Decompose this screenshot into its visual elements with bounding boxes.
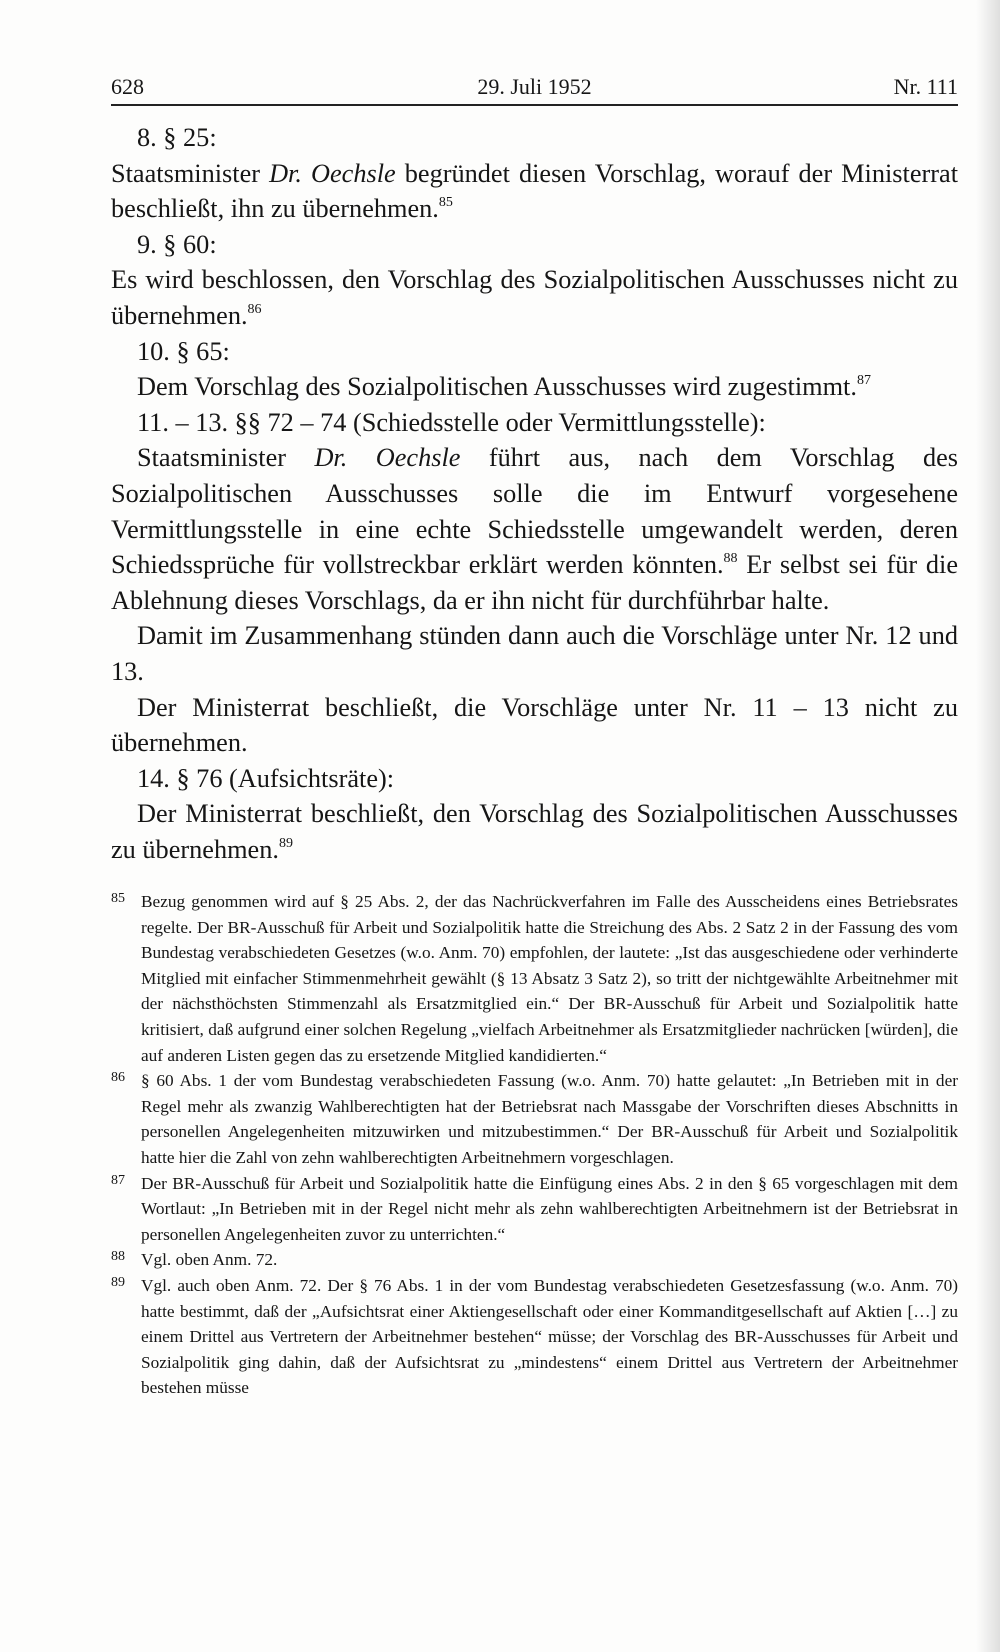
footnote-number: 87 [111, 1172, 125, 1188]
main-text [111, 120, 958, 867]
person-name: Dr. Oechsle [314, 443, 461, 473]
footnote-number: 88 [111, 1249, 125, 1265]
page-edge-shadow [976, 0, 1000, 1652]
footnote-ref: 87 [856, 373, 871, 389]
paragraph-item-10: Dem Vorschlag des Sozialpolitischen Ausschusses wird zugestimmt.$^{87}$ [137, 372, 871, 402]
footnotes [111, 889, 958, 1401]
footnote: 87 Der BR-Ausschuß für Arbeit und Sozialpolitik hatte die Einfügung eines Abs. 2 in den § 65 vorgeschlagen mit dem Wortlaut: „In Betrieben mit in der Regel nicht mehr als zehn wahlberechtigten Arbeitnehmern ist der Betriebsrat in personellen Angelegenheiten zuvor zu unterrichten.“ [111, 1171, 958, 1248]
page-number: 628 [111, 74, 144, 99]
item-heading-14: 14. § 76 (Aufsichtsräte): [137, 763, 395, 793]
paragraph-item-8: Staatsminister Dr. Oechsle begründet diesen Vorschlag, worauf der Ministerrat beschließt, ihn zu übernehmen.$^{85}$ [111, 158, 959, 224]
item-heading-9: 9. § 60: [137, 229, 217, 259]
paragraph-item-11-13: Staatsminister Dr. Oechsle führt aus, nach dem Vorschlag des Sozialpolitischen Ausschusses solle die im Entwurf vorgesehene Vermittlungsstelle in eine echte Schiedsstelle umgewandelt werden, deren Schiedssprüche für vollstreckbar erklärt werden könnten.$^{88}$ Er selbst sei für die Ablehnung dieses Vorschlags, da er ihn nicht für durchführbar halte. [111, 443, 958, 615]
item-heading-8: 8. § 25: [137, 123, 217, 152]
footnote-number: 89 [111, 1274, 125, 1290]
paragraph-connection: Damit im Zusammenhang stünden dann auch die Vorschläge unter Nr. 12 und 13. [111, 621, 958, 686]
paragraph-item-9: Es wird beschlossen, den Vorschlag des Sozialpolitischen Ausschusses nicht zu übernehmen.$^{86}$ [111, 265, 958, 330]
footnote-ref: 88 [723, 551, 738, 567]
document-number: Nr. 111 [893, 74, 958, 99]
running-header [111, 68, 958, 106]
footnote: 86 § 60 Abs. 1 der vom Bundestag verabschiedeten Fassung (w.o. Anm. 70) hatte gelautet: „In Betrieben mit in der Regel mehr als zwanzig Wahlberechtigten hat der Betriebsrat nach Massgabe der Vorschriften dieses Abschnitts in personellen Angelegenheiten mitzuwirken und mitzubestimmen.“ Der BR-Ausschuß für Arbeit und Sozialpolitik hatte hier die Zahl von zehn wahlberechtigten Arbeitnehmern vorgeschlagen. [111, 1068, 958, 1170]
footnote-ref: 89 [278, 835, 293, 851]
paragraph-item-14: Der Ministerrat beschließt, den Vorschlag des Sozialpolitischen Ausschusses zu übernehmen.$^{89}$ [111, 799, 958, 864]
footnote-ref: 86 [247, 301, 262, 317]
footnote: 88 Vgl. oben Anm. 72. [111, 1247, 958, 1273]
header-date: 29. Juli 1952 [477, 74, 592, 99]
footnote: 89 Vgl. auch oben Anm. 72. Der § 76 Abs. 1 in der vom Bundestag verabschiedeten Gesetzesfassung (w.o. Anm. 70) hatte bestimmt, daß der „Aufsichtsrat einer Aktiengesellschaft oder einer Kommanditgesellschaft auf Aktien […] zu einem Drittel aus Vertretern der Arbeitnehmer bestehen“ müsse; der Vorschlag des BR-Ausschusses für Arbeit und Sozialpolitik ging dahin, daß der Aufsichtsrat zu „mindestens“ einem Drittel aus Vertretern der Arbeitnehmer bestehen müsse [111, 1273, 958, 1401]
footnote-number: 85 [111, 891, 125, 906]
paragraph-decision: Der Ministerrat beschließt, die Vorschläge unter Nr. 11 – 13 nicht zu übernehmen. [111, 692, 958, 758]
person-name: Dr. Oechsle [269, 158, 396, 188]
footnote-number: 86 [111, 1070, 125, 1086]
item-heading-10: 10. § 65: [137, 336, 230, 366]
footnote: 85 Bezug genommen wird auf § 25 Abs. 2, der das Nachrückverfahren im Falle des Ausscheidens eines Betriebsrates regelte. Der BR-Ausschuß für Arbeit und Sozialpolitik hatte die Streichung des Abs. 2 Satz 2 in der Fassung des vom Bundestag verabschiedeten Gesetzes (w.o. Anm. 70) empfohlen, der lautete: „Ist das ausgeschiedene oder verhinderte Mitglied mit einfacher Stimmenmehrheit gewählt (§ 13 Absatz 3 Satz 2), so tritt der nichtgewählte Arbeitnehmer mit der nächsthöchsten Stimmenzahl als Ersatzmitglied ein.“ Der BR-Ausschuß für Arbeit und Sozialpolitik hatte kritisiert, daß aufgrund einer solchen Regelung „vielfach Arbeitnehmer als Ersatzmitglieder nachrücken [würden], die auf anderen Listen gegen das zu ersetzende Mitglied kandidierten.“ [111, 889, 958, 1068]
item-heading-11-13: 11. – 13. §§ 72 – 74 (Schiedsstelle oder Vermittlungsstelle): [137, 407, 766, 437]
footnote-ref: 85 [438, 195, 453, 211]
